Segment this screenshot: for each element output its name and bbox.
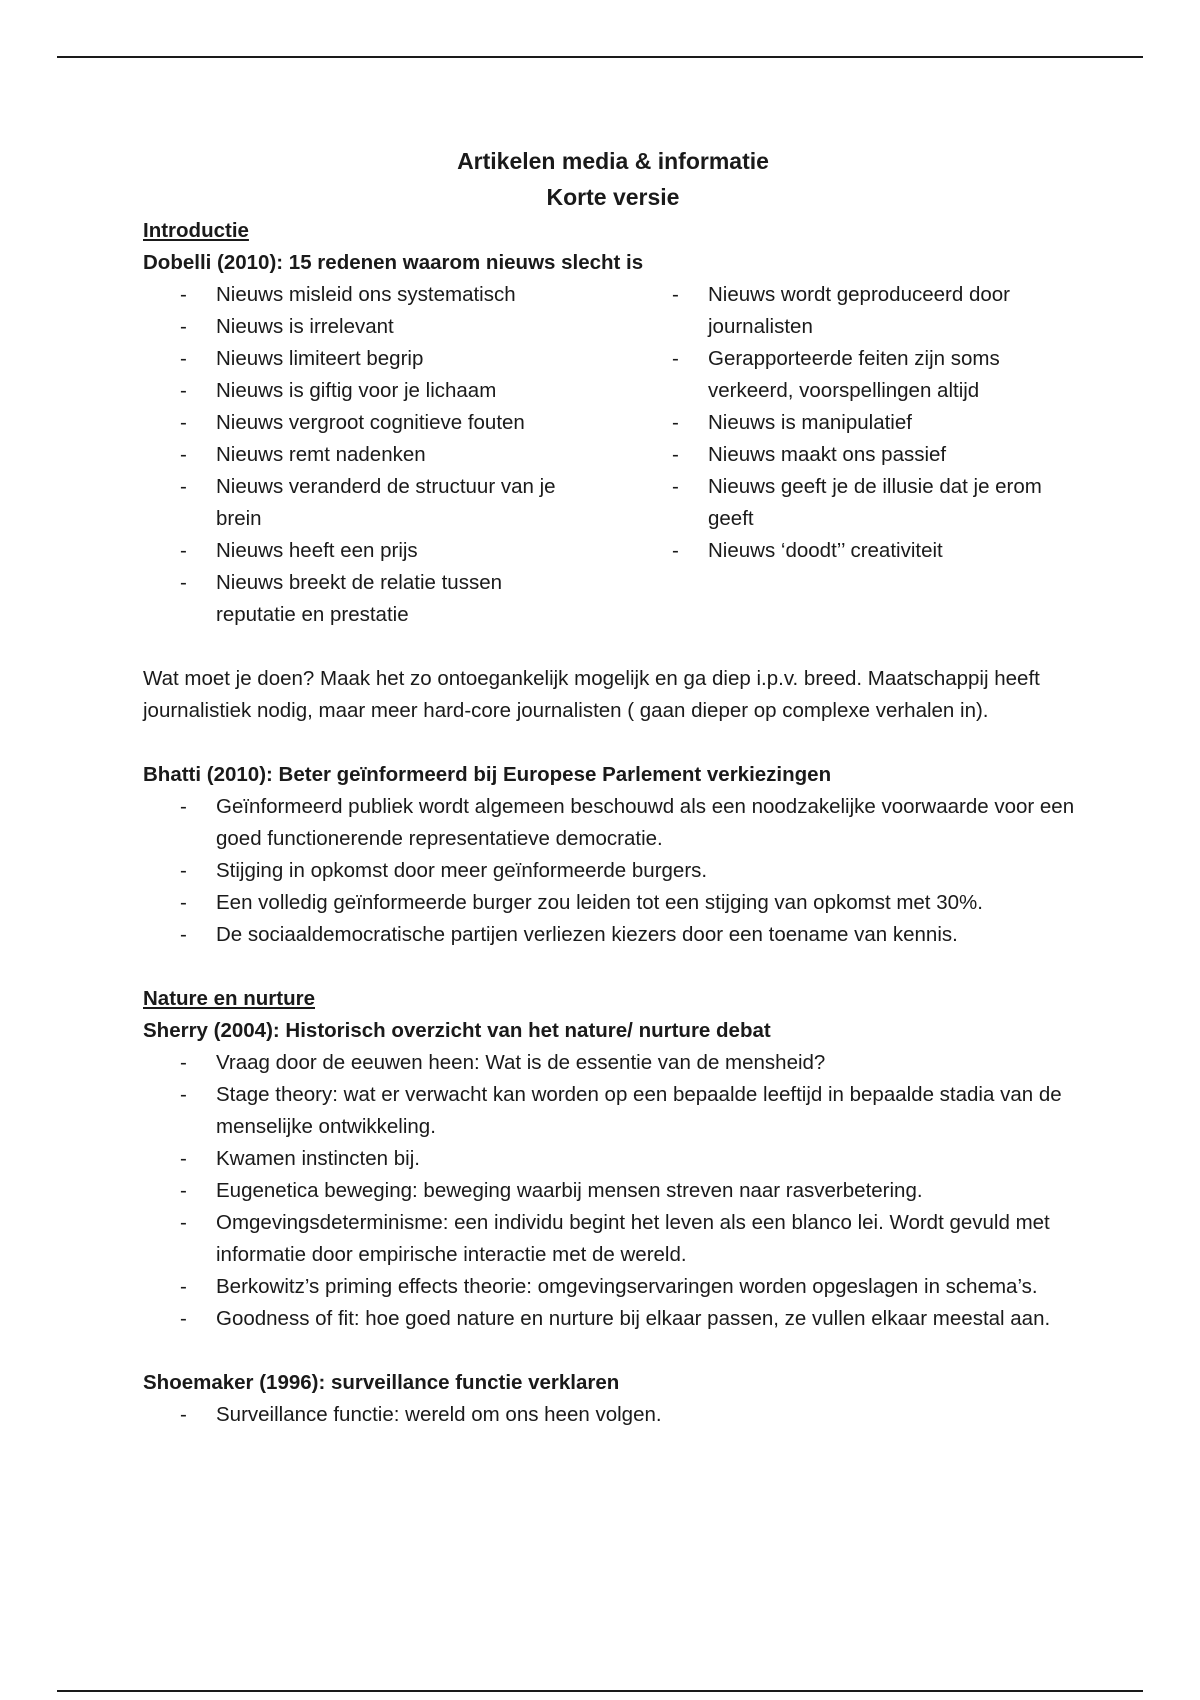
- dobelli-paragraph: Wat moet je doen? Maak het zo ontoegankelijk mogelijk en ga diep i.p.v. breed. Maatschappij heeft journalistiek nodig, maar meer hard-core journalisten ( gaan dieper op complexe verhalen in).: [143, 667, 1040, 722]
- spacer: [143, 951, 1083, 983]
- sherry-list: [143, 1047, 1083, 1335]
- list-item: - Nieuws ‘doodt’’ creativiteit: [635, 535, 1083, 567]
- list-item: - Stage theory: wat er verwacht kan worden op een bepaalde leeftijd in bepaalde stadia van de menselijke ontwikkeling.: [143, 1079, 1083, 1143]
- dobelli-left-list: [143, 279, 635, 631]
- dobelli-heading: Dobelli (2010): 15 redenen waarom nieuws slecht is: [143, 251, 644, 274]
- list-item: - Stijging in opkomst door meer geïnformeerde burgers.: [143, 855, 1083, 887]
- dobelli-right-list: [635, 279, 1083, 567]
- list-item: - Nieuws vergroot cognitieve fouten: [143, 407, 635, 439]
- shoemaker-list: [143, 1399, 1083, 1431]
- list-item: - Berkowitz’s priming effects theorie: omgevingservaringen worden opgeslagen in schema’s.: [143, 1271, 1083, 1303]
- list-item: - Nieuws wordt geproduceerd door journalisten: [635, 279, 1083, 343]
- header-rule: [57, 56, 1143, 58]
- list-item: - Nieuws misleid ons systematisch: [143, 279, 635, 311]
- list-item: - De sociaaldemocratische partijen verliezen kiezers door een toename van kennis.: [143, 919, 1083, 951]
- dobelli-columns: [143, 279, 1083, 631]
- list-item: - Nieuws limiteert begrip: [143, 343, 635, 375]
- list-item: - Nieuws is irrelevant: [143, 311, 635, 343]
- list-item: - Nieuws geeft je de illusie dat je erom geeft: [635, 471, 1083, 535]
- spacer: [143, 1335, 1083, 1367]
- list-item: - Kwamen instincten bij.: [143, 1143, 1083, 1175]
- list-item: - Nieuws is giftig voor je lichaam: [143, 375, 635, 407]
- list-item: - Nieuws breekt de relatie tussen reputatie en prestatie: [143, 567, 635, 631]
- document-body: [143, 143, 1083, 1431]
- list-item: - Omgevingsdeterminisme: een individu begint het leven als een blanco lei. Wordt gevuld met informatie door empirische interactie met de wereld.: [143, 1207, 1083, 1271]
- bhatti-list: [143, 791, 1083, 951]
- list-item: - Nieuws remt nadenken: [143, 439, 635, 471]
- list-item: - Geïnformeerd publiek wordt algemeen beschouwd als een noodzakelijke voorwaarde voor een goed functionerende representatieve democratie.: [143, 791, 1083, 855]
- shoemaker-heading: Shoemaker (1996): surveillance functie verklaren: [143, 1371, 620, 1394]
- list-item: - Goodness of fit: hoe goed nature en nurture bij elkaar passen, ze vullen elkaar meestal aan.: [143, 1303, 1083, 1335]
- dobelli-right-column: [635, 279, 1083, 631]
- dobelli-left-column: [143, 279, 635, 631]
- footer-rule: [57, 1690, 1143, 1692]
- spacer: [143, 631, 1083, 663]
- bhatti-heading: Bhatti (2010): Beter geïnformeerd bij Europese Parlement verkiezingen: [143, 763, 832, 786]
- list-item: - Nieuws maakt ons passief: [635, 439, 1083, 471]
- document-subtitle: Korte versie: [546, 184, 680, 210]
- spacer: [143, 727, 1083, 759]
- list-item: - Nieuws veranderd de structuur van je brein: [143, 471, 635, 535]
- document-title: Artikelen media & informatie: [457, 148, 769, 174]
- list-item: - Een volledig geïnformeerde burger zou leiden tot een stijging van opkomst met 30%.: [143, 887, 1083, 919]
- list-item: - Nieuws is manipulatief: [635, 407, 1083, 439]
- list-item: - Nieuws heeft een prijs: [143, 535, 635, 567]
- list-item: - Eugenetica beweging: beweging waarbij mensen streven naar rasverbetering.: [143, 1175, 1083, 1207]
- list-item: - Surveillance functie: wereld om ons heen volgen.: [143, 1399, 1083, 1431]
- list-item: - Vraag door de eeuwen heen: Wat is de essentie van de mensheid?: [143, 1047, 1083, 1079]
- list-item: - Gerapporteerde feiten zijn soms verkeerd, voorspellingen altijd: [635, 343, 1083, 407]
- sherry-heading: Sherry (2004): Historisch overzicht van het nature/ nurture debat: [143, 1019, 771, 1042]
- section-title-introductie: Introductie: [143, 219, 249, 242]
- section-title-nature-nurture: Nature en nurture: [143, 987, 315, 1010]
